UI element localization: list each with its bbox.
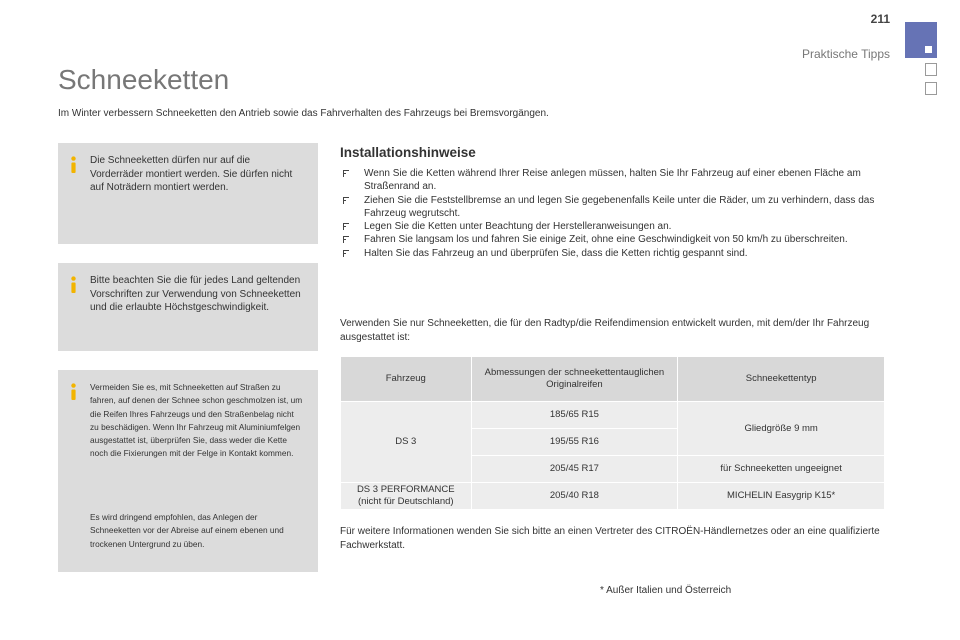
install-step: Ziehen Sie die Feststellbremse an und legen Sie gegebenenfalls Keile unter die Räder, um zu verhindern, dass das Fahrzeug wegrutscht.: [340, 194, 895, 221]
page-title: Schneeketten: [58, 64, 230, 95]
info-note: [58, 143, 318, 244]
info-icon: [68, 276, 79, 294]
info-note: [58, 370, 318, 572]
chapter-tab-active[interactable]: [905, 22, 937, 58]
column-header: Fahrzeug: [341, 357, 472, 402]
install-step: Wenn Sie die Ketten während Ihrer Reise anlegen müssen, halten Sie Ihr Fahrzeug auf einer ebenen Fläche am Straßenrand an.: [340, 167, 895, 194]
note-text: Bitte beachten Sie die für jedes Land geltenden Vorschriften zur Verwendung von Schneeketten und die erlaubte Höchstgeschwindigkeit.: [90, 275, 301, 313]
note-text: Vermeiden Sie es, mit Schneeketten auf Straßen zu fahren, auf denen der Schnee schon geschmolzen ist, um die Reifen Ihres Fahrzeugs und den Straßenbelag nicht zu beschädigen. Wenn Ihr Fahrzeug mit Aluminiumfelgen ausgestattet ist, überprüfen Sie, dass weder die Kette noch die Fixierungen mit der Felge in Kontakt kommen.: [90, 382, 303, 459]
table-row: [341, 402, 885, 429]
intro-text: Im Winter verbessern Schneeketten den Antrieb sowie das Fahrverhalten des Fahrzeugs bei Bremsvorgängen.: [58, 108, 549, 119]
chain-cell: MICHELIN Easygrip K15*: [678, 483, 885, 510]
chapter-tab[interactable]: [925, 63, 937, 76]
install-step: Legen Sie die Ketten unter Beachtung der Herstelleranweisungen an.: [340, 220, 895, 233]
install-list: [340, 167, 895, 260]
table-header-row: [341, 357, 885, 402]
chain-cell: für Schneeketten ungeeignet: [678, 456, 885, 483]
note-text: Die Schneeketten dürfen nur auf die Vorderräder montiert werden. Sie dürfen nicht auf Noträdern montiert werden.: [90, 155, 293, 193]
install-step: Halten Sie das Fahrzeug an und überprüfen Sie, dass die Ketten richtig gespannt sind.: [340, 247, 895, 260]
info-icon: [68, 383, 79, 401]
install-heading: Installationshinweise: [340, 145, 476, 160]
vehicle-cell: DS 3 PERFORMANCE (nicht für Deutschland): [341, 483, 472, 510]
contact-text: Für weitere Informationen wenden Sie sich bitte an einen Vertreter des CITROËN-Händlernetzes oder an eine qualifizierte Fachwerkstatt.: [340, 526, 880, 551]
tire-cell: 195/55 R16: [471, 429, 678, 456]
info-icon: [68, 156, 79, 174]
table-row: [341, 483, 885, 510]
usage-text: Verwenden Sie nur Schneeketten, die für den Radtyp/die Reifendimension entwickelt wurden, mit dem/der Ihr Fahrzeug ausgestattet ist:: [340, 318, 870, 343]
tire-cell: 205/40 R18: [471, 483, 678, 510]
tire-cell: 185/65 R15: [471, 402, 678, 429]
chapter-tab[interactable]: [925, 82, 937, 95]
tire-cell: 205/45 R17: [471, 456, 678, 483]
note-text: Es wird dringend empfohlen, das Anlegen der Schneeketten vor der Abreise auf einem ebenen und trockenen Untergrund zu üben.: [90, 512, 284, 549]
footnote: * Außer Italien und Österreich: [600, 585, 732, 596]
chain-cell: Gliedgröße 9 mm: [678, 402, 885, 456]
column-header: Schneekettentyp: [678, 357, 885, 402]
page-number: 211: [870, 12, 890, 26]
section-label: Praktische Tipps: [801, 47, 890, 61]
info-note: [58, 263, 318, 351]
install-step: Fahren Sie langsam los und fahren Sie einige Zeit, ohne eine Geschwindigkeit von 50 km/h zu überschreiten.: [340, 233, 895, 246]
snow-chain-table: [340, 356, 885, 510]
vehicle-cell: DS 3: [341, 402, 472, 483]
column-header: Abmessungen der schneekettentauglichen Originalreifen: [471, 357, 678, 402]
